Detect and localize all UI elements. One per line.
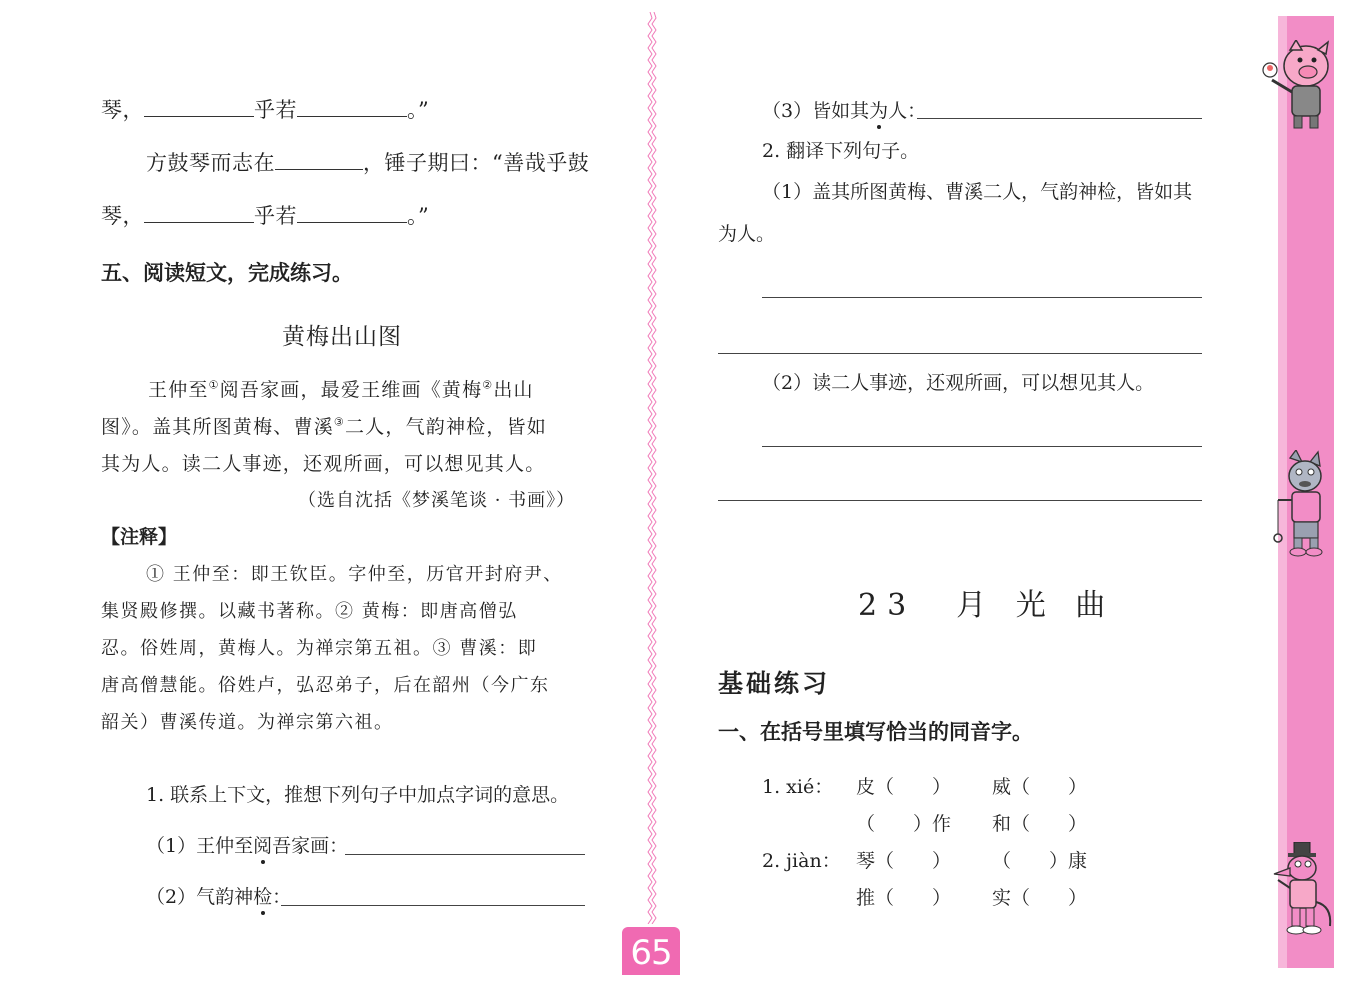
- question-1-1: （1）王仲至阅吾家画：: [146, 835, 349, 857]
- answer-line[interactable]: [345, 854, 585, 855]
- question-2-1: （1）盖其所图黄梅、曹溪二人，气韵神检，皆如其: [762, 181, 1193, 203]
- answer-line[interactable]: [917, 118, 1202, 119]
- wolf-character-icon: [1272, 450, 1338, 560]
- homophone-item[interactable]: 实（ ）: [992, 887, 1088, 909]
- pig-character-icon: [1262, 40, 1338, 132]
- page-spine: [647, 12, 657, 924]
- homophone-label: 1. xié：: [762, 776, 834, 798]
- answer-line[interactable]: [762, 446, 1202, 447]
- homophone-item[interactable]: 威（ ）: [992, 776, 1088, 798]
- passage-line-1: 王仲至①阅吾家画，最爱王维画《黄梅②出山: [148, 378, 534, 401]
- fill-line-2: 方鼓琴而志在 ，锤子期曰：“善哉乎鼓: [146, 151, 590, 175]
- note-line: 唐高僧慧能。俗姓卢，弘忍弟子，后在韶州（今广东: [101, 675, 550, 696]
- passage-line-3: 其为人。读二人事迹，还观所画，可以想见其人。: [101, 453, 546, 475]
- note-line: 忍。俗姓周，黄梅人。为禅宗第五祖。③ 曹溪：即: [101, 638, 538, 659]
- answer-blank[interactable]: [144, 204, 254, 223]
- passage-source: （选自沈括《梦溪笔谈 · 书画》）: [298, 490, 576, 511]
- footnote-mark: ①: [208, 378, 220, 392]
- answer-blank[interactable]: [275, 151, 363, 170]
- essay-title: 黄梅出山图: [282, 324, 402, 350]
- question-2: 2. 翻译下列句子。: [762, 140, 920, 162]
- basic-practice-heading: 基础练习: [718, 669, 831, 698]
- answer-line[interactable]: [281, 905, 585, 906]
- question-2-1-cont: 为人。: [718, 223, 776, 245]
- passage-line-2: 图》。盖其所图黄梅、曹溪③二人，气韵神检，皆如: [101, 415, 547, 438]
- answer-blank[interactable]: [144, 98, 254, 117]
- exercise-1-heading: 一、在括号里填写恰当的同音字。: [718, 720, 1033, 744]
- footnote-mark: ③: [333, 415, 345, 429]
- fill-line-3: 琴， 乎若 。”: [101, 204, 430, 228]
- lesson-title: 23 月 光 曲: [858, 588, 1116, 623]
- footnote-mark: ②: [482, 378, 494, 392]
- homophone-item[interactable]: 和（ ）: [992, 813, 1088, 835]
- homophone-item[interactable]: 推（ ）: [856, 887, 952, 909]
- answer-blank[interactable]: [297, 98, 407, 117]
- fill-line-1: 琴， 乎若 。”: [101, 98, 430, 122]
- fox-character-icon: [1270, 842, 1340, 942]
- question-1-2: （2）气韵神检：: [146, 886, 292, 908]
- note-line: 韶关）曹溪传道。为禅宗第六祖。: [101, 712, 394, 733]
- answer-blank[interactable]: [297, 204, 407, 223]
- note-line: ① 王仲至：即王钦臣。字仲至，历官开封府尹、: [146, 564, 563, 585]
- homophone-item[interactable]: 皮（ ）: [856, 776, 952, 798]
- section-5-heading: 五、阅读短文，完成练习。: [101, 261, 353, 285]
- answer-line[interactable]: [762, 297, 1202, 298]
- homophone-item[interactable]: （ ）康: [992, 850, 1088, 872]
- notes-heading: 【注释】: [101, 526, 178, 548]
- question-2-2: （2）读二人事迹，还观所画，可以想见其人。: [762, 372, 1155, 394]
- question-1-3: （3）皆如其为人：: [762, 100, 927, 122]
- question-1: 1. 联系上下文，推想下列句子中加点字词的意思。: [146, 784, 570, 806]
- note-line: 集贤殿修撰。以藏书著称。② 黄梅：即唐高僧弘: [101, 601, 518, 622]
- page-number: 65: [622, 927, 680, 975]
- answer-line[interactable]: [718, 500, 1202, 501]
- answer-line[interactable]: [718, 353, 1202, 354]
- homophone-item[interactable]: 琴（ ）: [856, 850, 952, 872]
- homophone-label: 2. jiàn：: [762, 850, 841, 872]
- homophone-item[interactable]: （ ）作: [856, 813, 952, 835]
